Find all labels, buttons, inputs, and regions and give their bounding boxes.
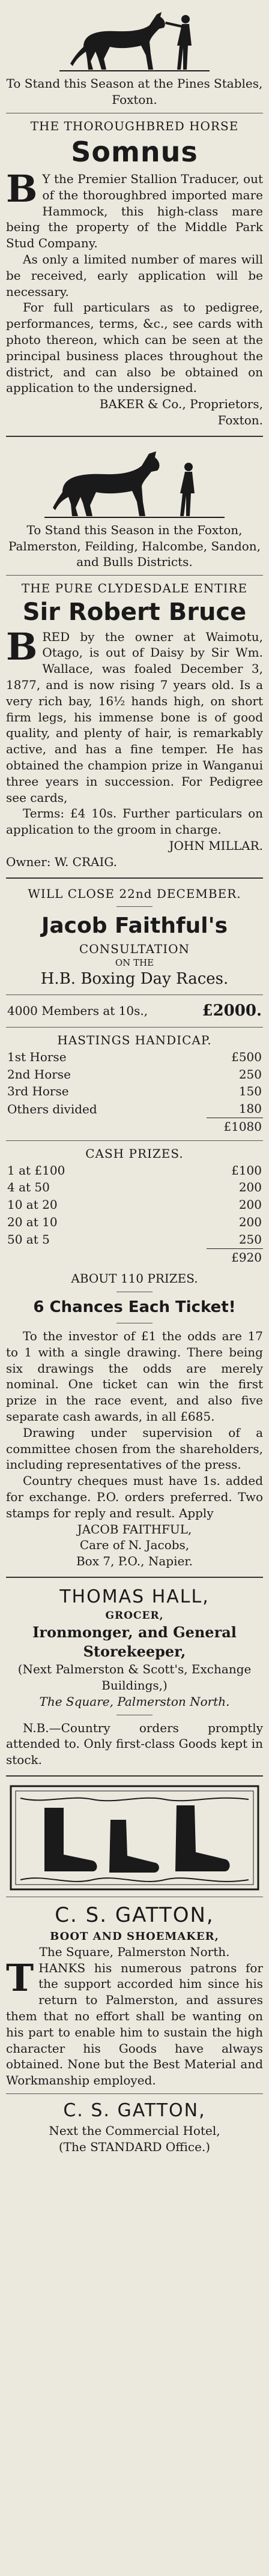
prize-amount: 250: [238, 1067, 262, 1082]
divider: [6, 877, 263, 879]
country-orders-note: N.B.—Country orders promptly attended to. Only first-class Goods kept in stock.: [6, 1720, 263, 1768]
divider: [6, 1027, 263, 1028]
trade-line: BOOT AND SHOEMAKER,: [50, 1930, 219, 1943]
divider: [6, 1775, 263, 1777]
merchant-name: C. S. GATTON,: [55, 1903, 214, 1928]
bruce-advertisement: [6, 444, 263, 870]
signature: JOHN MILLAR.: [169, 838, 263, 853]
closing-date: WILL CLOSE 22nd DECEMBER.: [28, 886, 241, 901]
divider: [6, 436, 263, 437]
clydesdale-illustration: [44, 444, 225, 522]
bootmaker-advertisement: [6, 1784, 263, 2155]
divider: [6, 1140, 263, 1141]
cash-total: £920: [207, 1248, 263, 1266]
chances-headline: 6 Chances Each Ticket!: [33, 1298, 236, 1317]
prize-row: [6, 1049, 263, 1066]
prize-label: 20 at 10: [7, 1215, 58, 1230]
care-of: Care of N. Jacobs,: [79, 1538, 190, 1553]
address-line: (Next Palmerston & Scott's, Exchange Buildings,): [17, 1662, 252, 1693]
address-line: The Square, Palmerston North.: [39, 1694, 230, 1709]
prize-row: [6, 1179, 263, 1196]
section-title: THE PURE CLYDESDALE ENTIRE: [21, 581, 248, 596]
event-name: H.B. Boxing Day Races.: [40, 970, 229, 989]
prize-amount: £500: [231, 1049, 262, 1064]
owner-line: Owner: W. CRAIG.: [6, 854, 117, 869]
horse-name: Somnus: [71, 136, 198, 169]
prize-label: 1 at £100: [7, 1163, 65, 1178]
footer-address: (The STANDARD Office.): [58, 2139, 211, 2154]
members-line: 4000 Members at 10s., £2000.: [7, 1002, 262, 1020]
thanks-paragraph: THANKS his numerous patrons for the support accorded him since his return to Palmerston, and assures them that no effort shall be wanting on his part to enable him to sustain the high character his Goods have always obtained. None but the Best Material and Workmanship employed.: [6, 1955, 263, 2088]
terms-paragraph: Terms: £4 10s. Further particulars on application to the groom in charge.: [6, 806, 263, 837]
prize-label: 10 at 20: [7, 1197, 58, 1212]
divider: [6, 575, 263, 576]
horse-and-groom-illustration: [59, 4, 210, 76]
prize-amount: 200: [238, 1215, 262, 1230]
prize-table: [6, 1049, 263, 1136]
prize-label: 3rd Horse: [7, 1084, 69, 1099]
prize-amount: 200: [238, 1180, 262, 1195]
location: Foxton.: [217, 412, 263, 427]
handicap-title: HASTINGS HANDICAP.: [57, 1033, 212, 1048]
prize-row: [6, 1162, 263, 1179]
prize-row: [6, 1083, 263, 1100]
grocer-advertisement: [6, 1585, 263, 1768]
section-title: THE THOROUGHBRED HORSE: [30, 118, 239, 133]
prize-total: £1080: [207, 1118, 263, 1136]
prize-label: Others divided: [7, 1101, 97, 1116]
cheques-paragraph: Country cheques must have 1s. added for exchange. P.O. orders preferred. Two stamps for reply and result. Apply: [6, 1473, 263, 1520]
prize-label: 1st Horse: [7, 1049, 67, 1064]
ornamental-boot-illustration: [8, 1784, 261, 1892]
prize-amount: 180: [238, 1101, 262, 1116]
consultation-label: CONSULTATION: [79, 941, 190, 956]
advertiser-title: Jacob Faithful's: [41, 913, 228, 939]
about-prizes: ABOUT 110 PRIZES.: [71, 1271, 198, 1286]
trade-line: Ironmonger, and General: [32, 1623, 237, 1641]
prize-amount: 150: [238, 1084, 262, 1099]
prize-row: [6, 1066, 263, 1083]
prize-row: [6, 1100, 263, 1118]
drop-cap: T: [6, 1955, 34, 2000]
prize-label: 50 at 5: [7, 1232, 50, 1247]
committee-paragraph: Drawing under supervision of a committee chosen from the shareholders, including representatives of the press.: [6, 1425, 263, 1472]
footer-name: C. S. GATTON,: [63, 2099, 206, 2121]
prize-amount: 200: [238, 1197, 262, 1212]
horse-name: Sir Robert Bruce: [22, 598, 247, 626]
prize-row: [6, 1196, 263, 1214]
address-line: The Square, Palmerston North.: [39, 1944, 230, 1959]
on-the-label: ON THE: [115, 957, 154, 969]
prize-label: 4 at 50: [7, 1180, 50, 1195]
somnus-advertisement: [6, 4, 263, 429]
divider: [6, 2093, 263, 2094]
signature: BAKER & Co., Proprietors,: [99, 397, 263, 412]
stand-notice: To Stand this Season at the Pines Stables, Foxton.: [6, 76, 263, 107]
limit-paragraph: As only a limited number of mares will be received, early application will be necessary.: [6, 252, 263, 299]
pedigree-paragraph: BRED by the owner at Waimotu, Otago, is out of Daisy by Sir Wm. Wallace, was foaled December 3, 1877, and is now rising 7 years old. Is a very rich bay, 16½ hands high, on short firm legs, his immense bone is of good quality, and plenty of hair, is remarkably active, and has a fine temper. He has obtained the champion prize in Wanganui three years in succession. For Pedigree see cards,: [6, 624, 263, 805]
trade-line: GROCER,: [105, 1610, 164, 1622]
trade-line: Storekeeper,: [83, 1643, 186, 1661]
pedigree-paragraph: B Y the Premier Stallion Traducer, out of the thoroughbred imported mare Hammock, this high-class mare being the property of the Middle Park Stud Company.: [6, 167, 263, 251]
divider: [6, 1577, 263, 1578]
merchant-name: THOMAS HALL,: [59, 1586, 210, 1608]
prize-row: [6, 1214, 263, 1231]
drop-cap: B: [6, 167, 38, 211]
signature: JACOB FAITHFUL,: [77, 1521, 192, 1536]
cash-prize-table: [6, 1162, 263, 1266]
particulars-paragraph: For full particulars as to pedigree, performances, terms, &c., see cards with photo thereon, which can be seen at the principal business places throughout the district, and can also be obtained on application to the undersigned.: [6, 300, 263, 396]
consultation-advertisement: [6, 886, 263, 1570]
prize-row: [6, 1231, 263, 1248]
prize-amount: 250: [238, 1232, 262, 1247]
prize-label: 2nd Horse: [7, 1067, 71, 1082]
odds-paragraph: To the investor of £1 the odds are 17 to 1 with a single drawing. There being six drawings the odds are merely nominal. One ticket can win the first prize in the race event, and also five separate cash awards, in all £685.: [6, 1329, 263, 1424]
cash-prizes-title: CASH PRIZES.: [85, 1146, 184, 1161]
drop-cap: B: [6, 624, 38, 669]
stand-notice: To Stand this Season in the Foxton, Palmerston, Feilding, Halcombe, Sandon, and Bulls Districts.: [8, 522, 261, 570]
prize-amount: £100: [231, 1163, 262, 1178]
divider: [116, 906, 153, 907]
footer-address: Next the Commercial Hotel,: [49, 2123, 220, 2138]
postal-box: Box 7, P.O., Napier.: [76, 1554, 193, 1569]
